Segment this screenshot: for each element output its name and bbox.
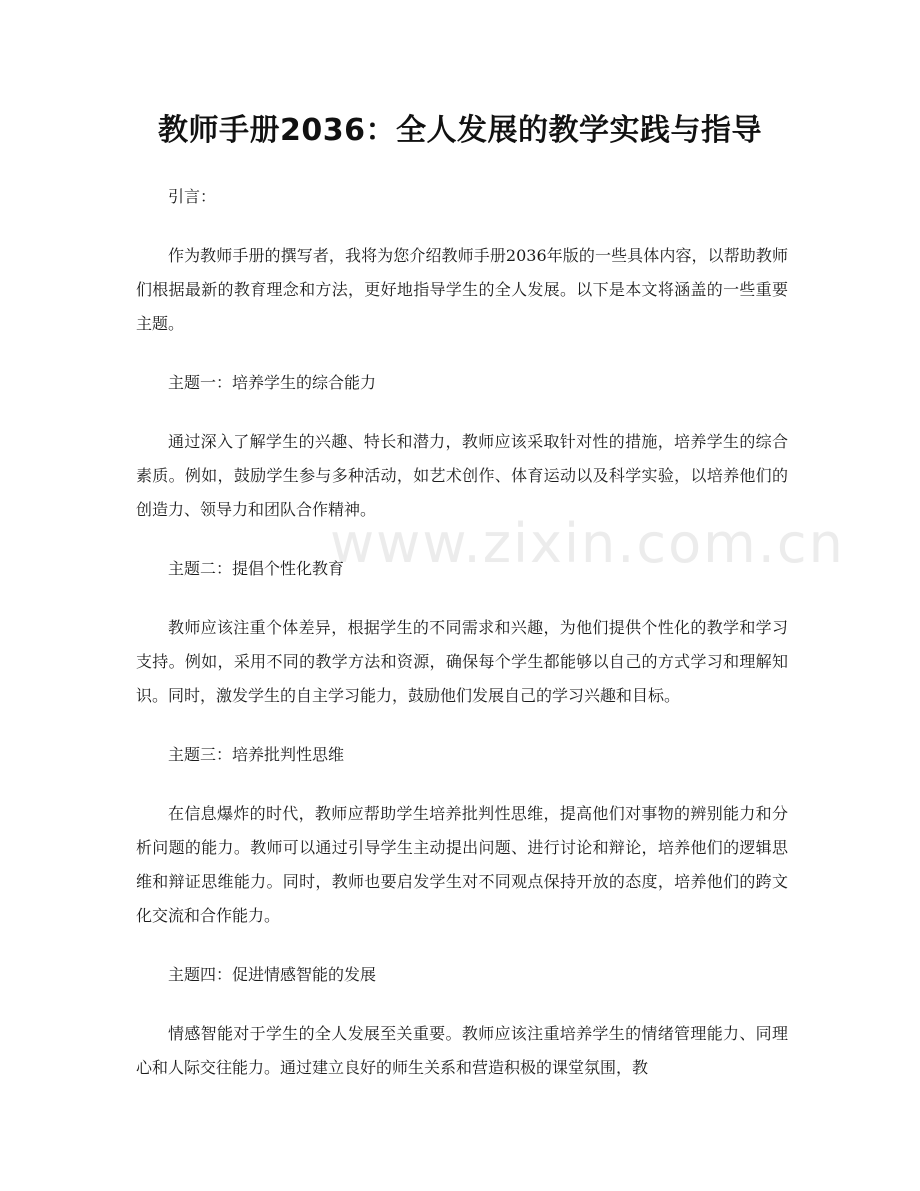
section-1-heading: 主题一：培养学生的综合能力 [168,373,377,392]
section-3-heading: 主题三：培养批判性思维 [168,745,345,764]
section-4-heading: 主题四：促进情感智能的发展 [168,965,377,984]
section-2-heading: 主题二：提倡个性化教育 [168,559,345,578]
section-4-body: 情感智能对于学生的全人发展至关重要。教师应该注重培养学生的情绪管理能力、同理心和人际交往能力。通过建立良好的师生关系和营造积极的课堂氛围，教 [136,1024,788,1077]
section-3-body: 在信息爆炸的时代，教师应帮助学生培养批判性思维，提高他们对事物的辨别能力和分析问题的能力。教师可以通过引导学生主动提出问题、进行讨论和辩论，培养他们的逻辑思维和辩证思维能力。同时，教师也要启发学生对不同观点保持开放的态度，培养他们的跨文化交流和合作能力。 [136,804,788,925]
watermark: www.zixin.com.cn [330,512,845,575]
document-title: 教师手册2036：全人发展的教学实践与指导 [158,113,762,148]
section-2-body: 教师应该注重个体差异，根据学生的不同需求和兴趣，为他们提供个性化的教学和学习支持。例如，采用不同的教学方法和资源，确保每个学生都能够以自己的方式学习和理解知识。同时，激发学生的自主学习能力，鼓励他们发展自己的学习兴趣和目标。 [136,618,788,705]
intro-label: 引言： [168,187,217,206]
section-1-body: 通过深入了解学生的兴趣、特长和潜力，教师应该采取针对性的措施，培养学生的综合素质。例如，鼓励学生参与多种活动，如艺术创作、体育运动以及科学实验，以培养他们的创造力、领导力和团队合作精神。 [136,432,788,519]
document-body [136,180,788,1110]
intro-paragraph: 作为教师手册的撰写者，我将为您介绍教师手册2036年版的一些具体内容，以帮助教师们根据最新的教育理念和方法，更好地指导学生的全人发展。以下是本文将涵盖的一些重要主题。 [136,246,788,333]
